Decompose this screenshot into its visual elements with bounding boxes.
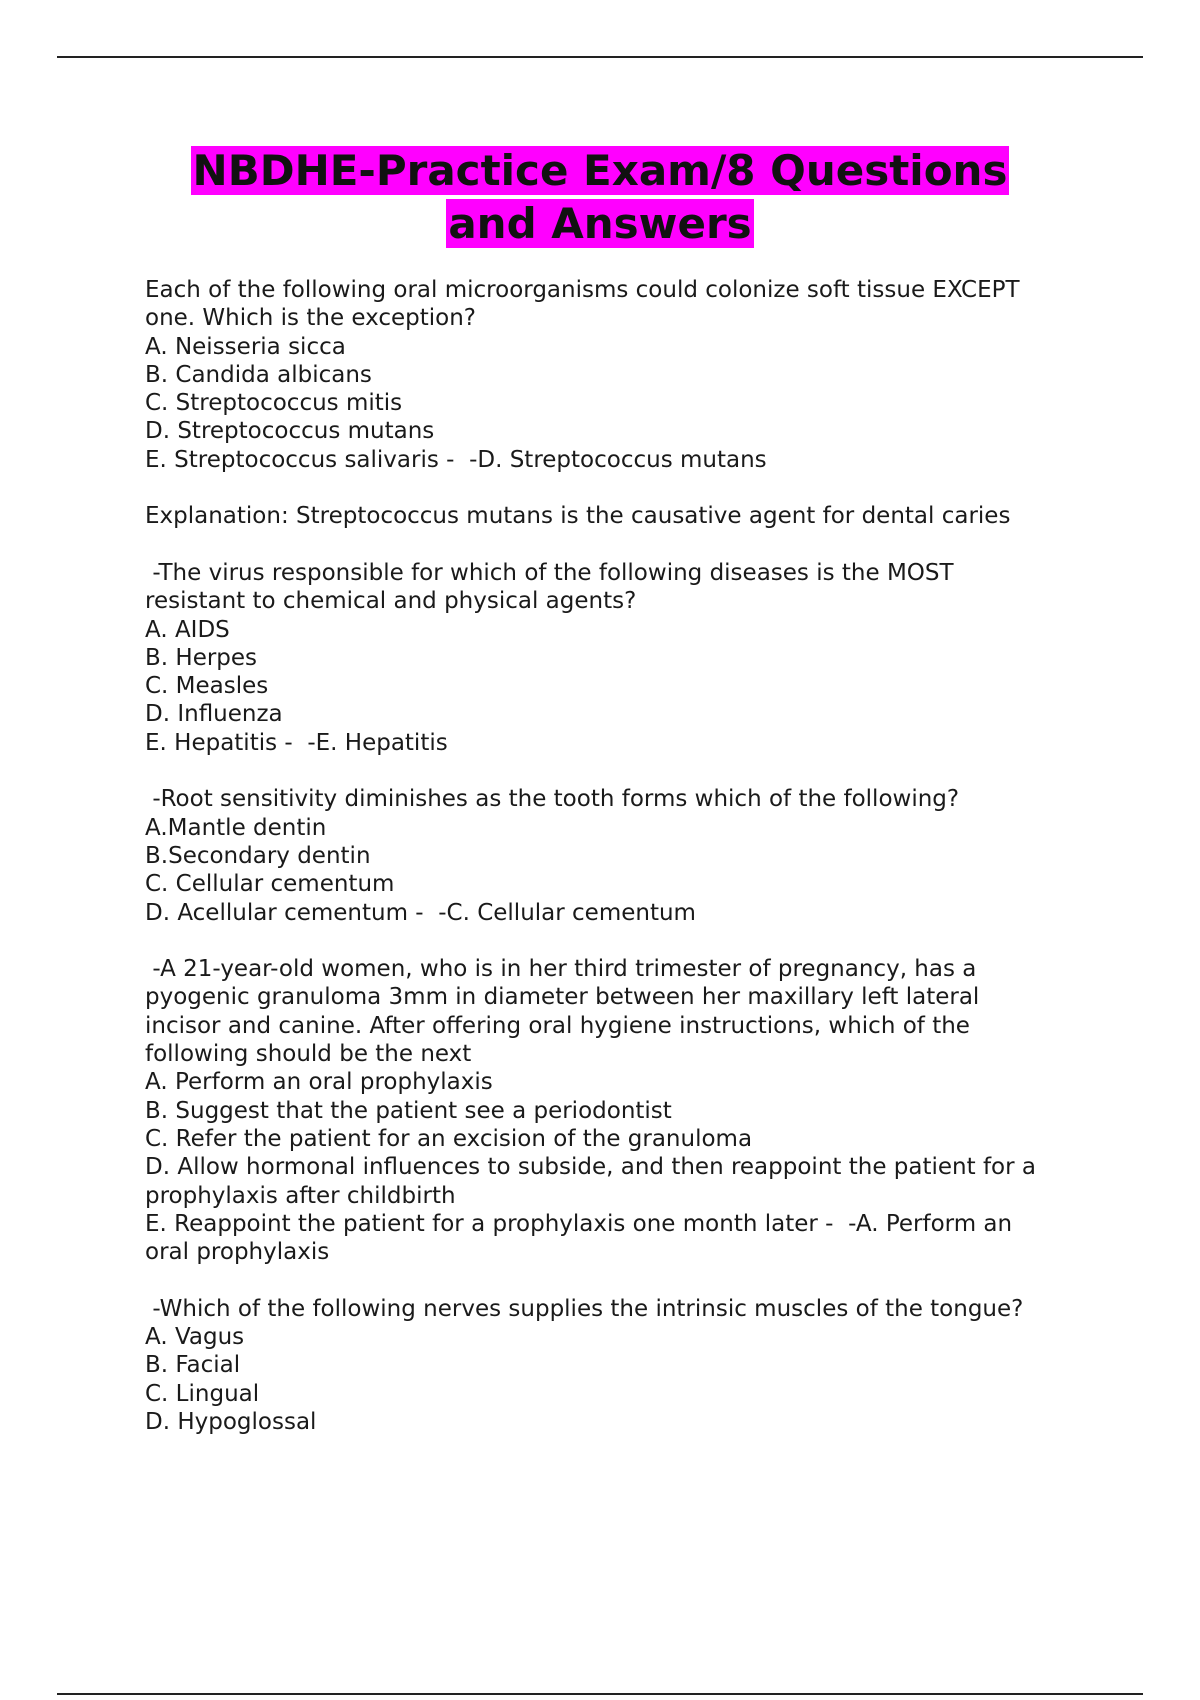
text-line: B. Candida albicans	[145, 361, 372, 388]
text-line: oral prophylaxis	[145, 1239, 330, 1266]
text-line: pyogenic granuloma 3mm in diameter between her maxillary left lateral	[145, 984, 980, 1011]
text-line: resistant to chemical and physical agents?	[145, 588, 637, 615]
text-line: -Root sensitivity diminishes as the tooth forms which of the following?	[145, 786, 960, 813]
text-line: -The virus responsible for which of the following diseases is the MOST	[145, 559, 954, 586]
question-block	[145, 785, 1105, 926]
document-body	[145, 276, 1105, 1436]
question-block	[145, 276, 1105, 474]
text-line: following should be the next	[145, 1041, 472, 1068]
document-title	[100, 144, 1100, 250]
text-line: D. Hypoglossal	[145, 1408, 317, 1435]
text-line: B. Facial	[145, 1352, 241, 1379]
text-line: -A 21-year-old women, who is in her third trimester of pregnancy, has a	[145, 956, 977, 983]
question-block	[145, 559, 1105, 757]
text-line: E. Reappoint the patient for a prophylaxis one month later - -A. Perform an	[145, 1210, 1013, 1237]
text-line: C. Streptococcus mitis	[145, 390, 403, 417]
text-line: E. Streptococcus salivaris - -D. Streptococcus mutans	[145, 446, 767, 473]
text-line: one. Which is the exception?	[145, 305, 477, 332]
text-line: -Which of the following nerves supplies the intrinsic muscles of the tongue?	[145, 1295, 1024, 1322]
question-block	[145, 502, 1105, 530]
text-line: D. Acellular cementum - -C. Cellular cementum	[145, 899, 696, 926]
text-line: C. Refer the patient for an excision of the granuloma	[145, 1125, 753, 1152]
text-line: C. Lingual	[145, 1380, 260, 1407]
question-block	[145, 1295, 1105, 1436]
paragraph-gap	[145, 474, 1105, 502]
paragraph-gap	[145, 531, 1105, 559]
text-line: A.Mantle dentin	[145, 814, 327, 841]
text-line: D. Influenza	[145, 701, 283, 728]
top-divider	[57, 56, 1143, 58]
text-line: A. Perform an oral prophylaxis	[145, 1069, 493, 1096]
paragraph-gap	[145, 927, 1105, 955]
text-line: C. Measles	[145, 673, 269, 700]
text-line: D. Streptococcus mutans	[145, 418, 435, 445]
text-line: B.Secondary dentin	[145, 842, 371, 869]
text-line: Each of the following oral microorganisms could colonize soft tissue EXCEPT	[145, 277, 1020, 303]
paragraph-gap	[145, 757, 1105, 785]
text-line: A. AIDS	[145, 616, 230, 643]
text-line: D. Allow hormonal influences to subside, and then reappoint the patient for a	[145, 1154, 1036, 1181]
text-line: incisor and canine. After offering oral hygiene instructions, which of the	[145, 1012, 970, 1039]
text-line: E. Hepatitis - -E. Hepatitis	[145, 729, 448, 756]
text-line: B. Herpes	[145, 644, 258, 671]
text-line: C. Cellular cementum	[145, 871, 395, 898]
text-line: prophylaxis after childbirth	[145, 1182, 456, 1209]
title-line-2: and Answers	[448, 199, 752, 248]
text-line: B. Suggest that the patient see a periodontist	[145, 1097, 672, 1124]
text-line: A. Vagus	[145, 1323, 245, 1350]
text-line: A. Neisseria sicca	[145, 333, 346, 360]
title-line-1: NBDHE-Practice Exam/8 Questions	[192, 146, 1008, 195]
paragraph-gap	[145, 1266, 1105, 1294]
text-line: Explanation: Streptococcus mutans is the causative agent for dental caries	[145, 503, 1011, 530]
bottom-divider	[57, 1693, 1143, 1695]
question-block	[145, 955, 1105, 1266]
